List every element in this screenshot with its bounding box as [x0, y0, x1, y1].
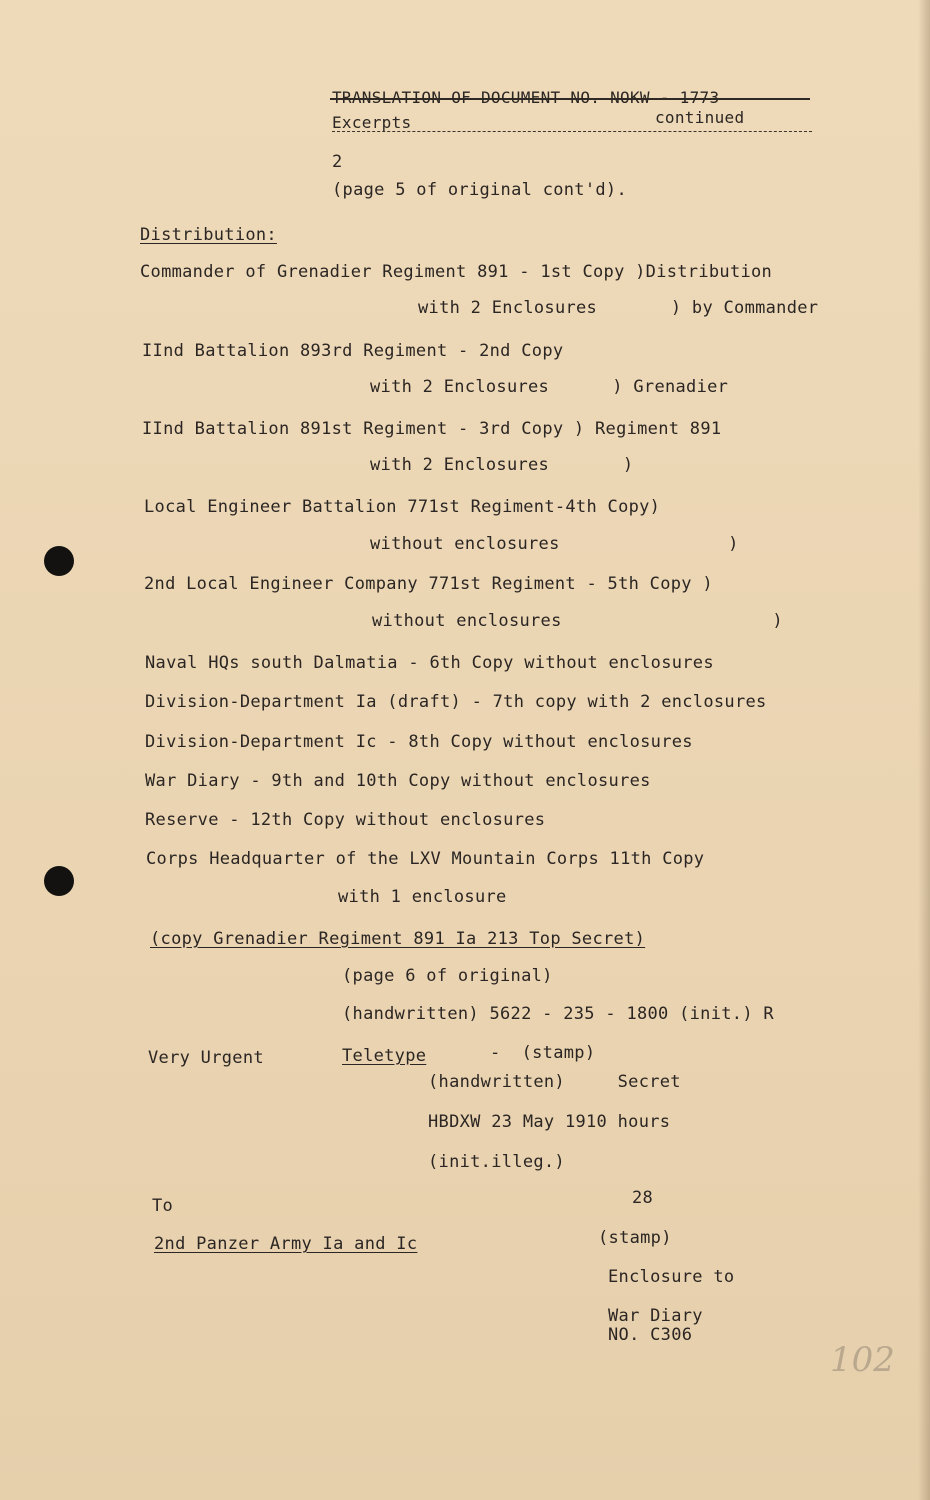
header-rule [332, 131, 812, 132]
copy-reference: (copy Grenadier Regiment 891 Ia 213 Top Secret) [150, 929, 646, 949]
distribution-line: without enclosures ) [372, 611, 783, 631]
page-number: 2 [332, 152, 343, 172]
distribution-line: IInd Battalion 891st Regiment - 3rd Copy ) Regiment 891 [142, 419, 722, 439]
page6-reference: (page 6 of original) [342, 966, 553, 986]
punch-hole [44, 546, 74, 576]
distribution-line: IInd Battalion 893rd Regiment - 2nd Copy [142, 341, 564, 361]
page-edge-shadow [918, 0, 930, 1500]
distribution-line: Reserve - 12th Copy without enclosures [145, 810, 546, 830]
continued-label: continued [655, 108, 745, 127]
punch-hole [44, 866, 74, 896]
very-urgent-label: Very Urgent [148, 1048, 264, 1068]
addressee: 2nd Panzer Army Ia and Ic [154, 1234, 418, 1254]
document-title: TRANSLATION OF DOCUMENT NO. NOKW - 1773 [332, 88, 720, 107]
distribution-line: with 1 enclosure [338, 887, 507, 907]
initials-illegible: (init.illeg.) [428, 1152, 565, 1172]
distribution-line: Commander of Grenadier Regiment 891 - 1st Copy )Distribution [140, 262, 773, 282]
distribution-line: without enclosures ) [370, 534, 739, 554]
excerpts-label: Excerpts [332, 113, 412, 132]
war-diary-label: War Diary [608, 1306, 703, 1326]
distribution-line: with 2 Enclosures ) Grenadier [370, 377, 729, 397]
title-strike [330, 98, 810, 100]
distribution-line: Division-Department Ic - 8th Copy without enclosures [145, 732, 693, 752]
handwritten-margin-number: 102 [830, 1340, 895, 1380]
transmission-time: HBDXW 23 May 1910 hours [428, 1112, 671, 1132]
war-diary-number: NO. C306 [608, 1325, 693, 1345]
distribution-line: with 2 Enclosures ) [370, 455, 634, 475]
distribution-line: Corps Headquarter of the LXV Mountain Corps 11th Copy [146, 849, 705, 869]
to-label: To [152, 1196, 174, 1216]
distribution-line: Division-Department Ia (draft) - 7th copy with 2 enclosures [145, 692, 767, 712]
stamp-label-2: (stamp) [598, 1228, 672, 1248]
teletype-label: Teletype [342, 1046, 427, 1066]
distribution-line: Naval HQs south Dalmatia - 6th Copy without enclosures [145, 653, 714, 673]
distribution-line: 2nd Local Engineer Company 771st Regiment - 5th Copy ) [144, 574, 713, 594]
enclosure-to: Enclosure to [608, 1267, 735, 1287]
distribution-line: War Diary - 9th and 10th Copy without enclosures [145, 771, 651, 791]
number-28: 28 [632, 1188, 654, 1208]
stamp-label: - (stamp) [490, 1043, 596, 1063]
handwritten-secret: (handwritten) Secret [428, 1072, 681, 1092]
page-reference: (page 5 of original cont'd). [332, 180, 627, 200]
distribution-line: Local Engineer Battalion 771st Regiment-4th Copy) [144, 497, 661, 517]
distribution-line: with 2 Enclosures ) by Commander [418, 298, 819, 318]
handwritten-reference: (handwritten) 5622 - 235 - 1800 (init.) R [342, 1004, 774, 1024]
distribution-heading: Distribution: [140, 225, 277, 245]
